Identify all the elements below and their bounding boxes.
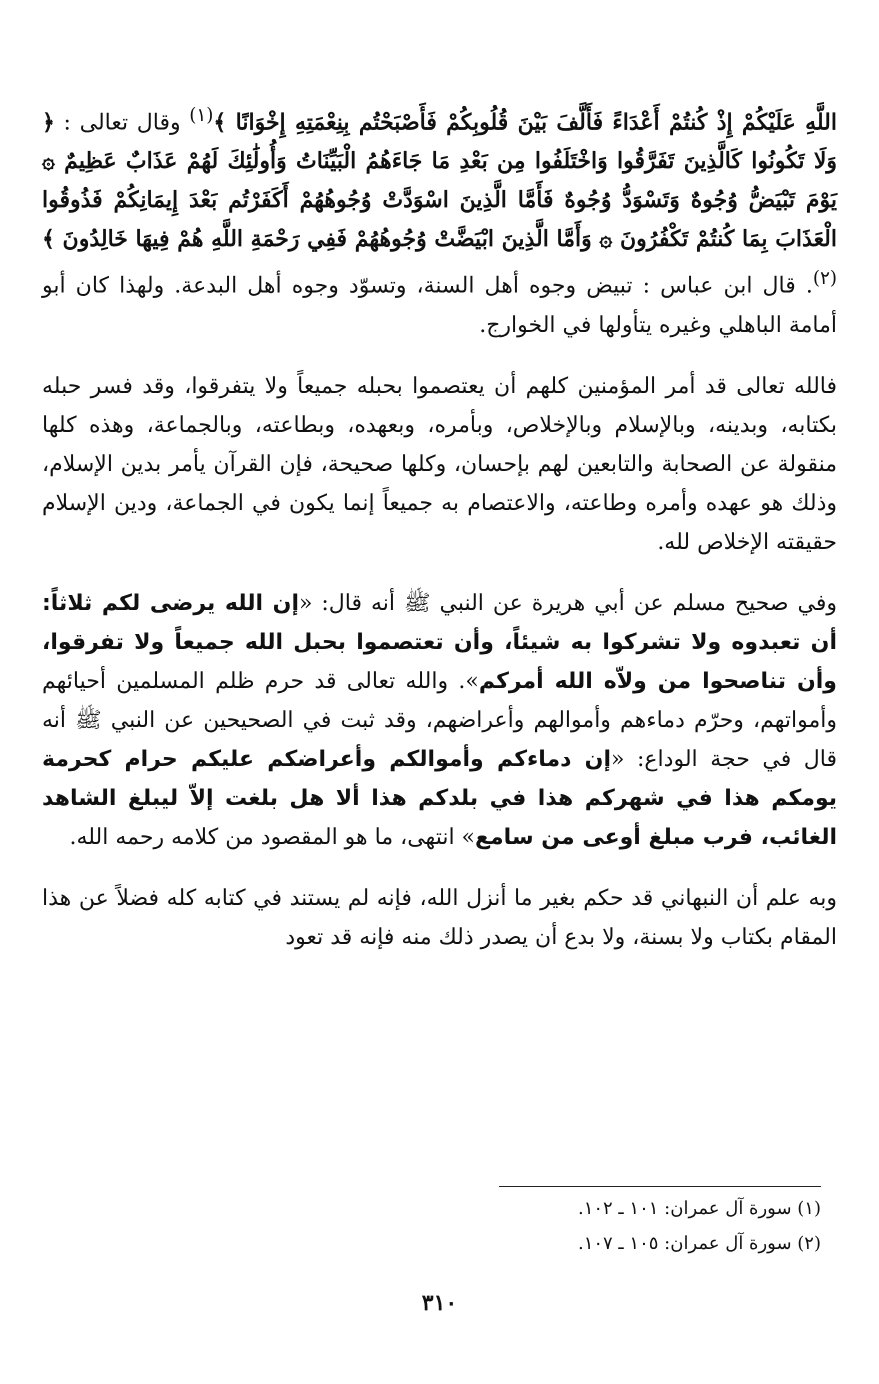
paragraph-nabhani: وبه علم أن النبهاني قد حكم بغير ما أنزل الله، فإنه لم يستند في كتابه كله فضلاً عن هذا المقام بكتاب ولا بسنة، ولا بدع أن يصدر ذلك منه فإنه قد تعود — [42, 885, 837, 950]
hadith-intro: وفي صحيح مسلم عن أبي هريرة عن النبي ﷺ أنه قال: « — [298, 590, 837, 616]
paragraph-holding-rope: فالله تعالى قد أمر المؤمنين كلهم أن يعتصموا بحبله جميعاً ولا يتفرقوا، وقد فسر حبله بكتابه، وبدينه، وبالإسلام وبالإخلاص، وبأمره، وبعهده، وبطاعته، وبالجماعة، وهذه كلها منقولة عن الصحابة والتابعين لهم بإحسان، وكلها صحيحة، فإن القرآن يأمر بدين الإسلام، وذلك هو عهده وأمره وطاعته، والاعتصام به جميعاً إنما يكون في الجماعة، ودين الإسلام حقيقته الإخلاص لله. — [42, 373, 837, 555]
intro-text: وقال تعالى : — [54, 110, 190, 136]
footnote-ref-2: (٢) — [812, 268, 837, 290]
hadith-text-1: إن الله يرضى لكم ثلاثاً: أن تعبدوه ولا تشركوا به شيئاً، وأن تعتصموا بحبل الله جميعاً ولا تفرقوا، وأن تناصحوا من ولاّه الله أمركم — [42, 590, 837, 694]
paragraph-hadith — [42, 584, 837, 857]
page-number: ٣١٠ — [421, 1290, 458, 1316]
footnote-2: (٢) سورة آل عمران: ١٠٥ ـ ١٠٧. — [577, 1233, 821, 1254]
paragraph-quran-citation — [42, 96, 837, 345]
hadith-commentary: ». والله تعالى قد حرم ظلم المسلمين أحيائهم وأمواتهم، وحرّم دماءهم وأموالهم وأعراضهم، وقد ثبت في الصحيحين عن النبي ﷺ أنه قال في حجة الوداع: « — [42, 668, 837, 772]
hadith-text-2: إن دماءكم وأموالكم وأعراضكم عليكم حرام كحرمة يومكم هذا في شهركم هذا في بلدكم هذا ألا هل بلغت إلاّ ليبلغ الشاهد الغائب، فرب مبلغ أوعى من سامع — [42, 746, 837, 850]
quran-verses: ﴿ وَلَا تَكُونُوا كَالَّذِينَ تَفَرَّقُوا وَاخْتَلَفُوا مِن بَعْدِ مَا جَاءَهُمُ الْبَيِّنَاتُ وَأُولَٰئِكَ لَهُمْ عَذَابٌ عَظِيمٌ ۞ يَوْمَ تَبْيَضُّ وُجُوهٌ وَتَسْوَدُّ وُجُوهٌ فَأَمَّا الَّذِينَ اسْوَدَّتْ وُجُوهُهُمْ أَكَفَرْتُم بَعْدَ إِيمَانِكُمْ فَذُوقُوا الْعَذَابَ بِمَا كُنتُمْ تَكْفُرُونَ ۞ وَأَمَّا الَّذِينَ ابْيَضَّتْ وُجُوهُهُمْ فَفِي رَحْمَةِ اللَّهِ هُمْ فِيهَا خَالِدُونَ ﴾ — [42, 109, 837, 253]
footnote-divider — [499, 1186, 821, 1187]
hadith-closing: » انتهى، ما هو المقصود من كلامه رحمه الله. — [69, 824, 476, 850]
ibn-abbas-text: . قال ابن عباس : تبيض وجوه أهل السنة، وتسوّد وجوه أهل البدعة. ولهذا كان أبو أمامة الباهلي وغيره يتأولها في الخوارج. — [42, 273, 837, 338]
footnote-1: (١) سورة آل عمران: ١٠١ ـ ١٠٢. — [577, 1198, 821, 1219]
footnote-ref-1: (١) — [189, 105, 214, 126]
quran-verse-ending: اللَّهِ عَلَيْكُمْ إِذْ كُنتُمْ أَعْدَاءً فَأَلَّفَ بَيْنَ قُلُوبِكُمْ فَأَصْبَحْتُم بِنِعْمَتِهِ إِخْوَانًا ﴾ — [213, 109, 837, 136]
